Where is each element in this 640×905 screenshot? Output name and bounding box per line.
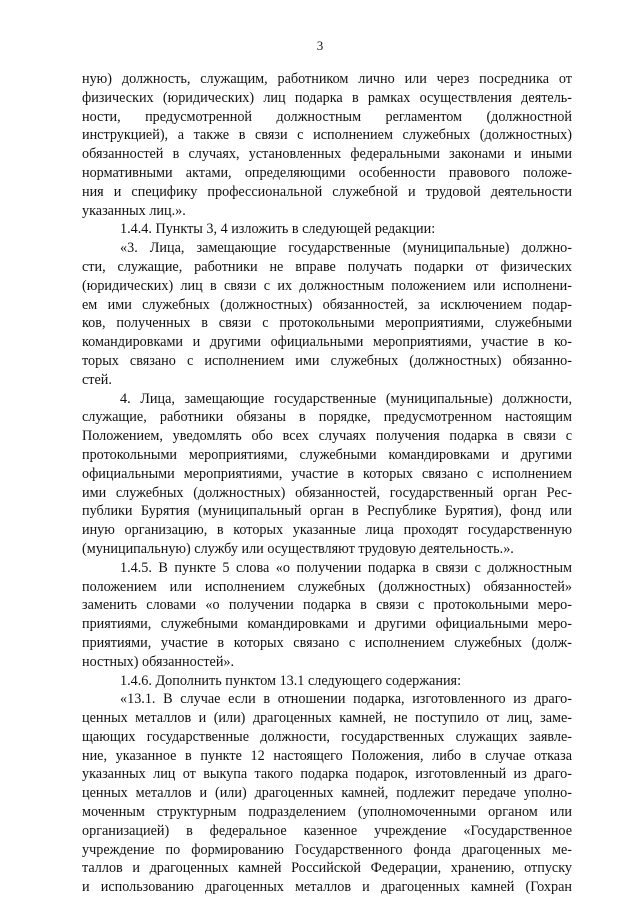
text-line: ценных металлов и (или) драгоценных камней, подлежит передаче уполно- [82, 785, 572, 802]
text-line: ние, указанное в пункте 12 настоящего Положения, либо в случае отказа [82, 747, 572, 764]
text-line: физических (юридических) лиц подарка в рамках осуществления деятель- [82, 89, 572, 106]
text-line: ем ими служебных (должностных) обязанностей, за исключением подар- [82, 296, 572, 313]
text-line: официальными мероприятиями, участие в которых связано с исполнением [82, 465, 572, 482]
text-line: ими служебных (должностных) обязанностей, государственный орган Рес- [82, 484, 572, 501]
text-line: организацией) в федеральное казенное учреждение «Государственное [82, 822, 572, 839]
text-line: протокольными мероприятиями, служебными командировками и другими [82, 446, 572, 463]
text-line: моченным структурным подразделением (уполномоченными органом или [82, 804, 572, 821]
text-line: щающих государственные должности, государственных служащих заявле- [82, 728, 572, 745]
text-line: инструкцией), а также в связи с исполнением служебных (должностных) [82, 127, 572, 144]
text-line: сти, служащие, работники не вправе получать подарки от физических [82, 258, 572, 275]
text-line: иную организацию, в которых указанные лица проходят государственную [82, 522, 572, 539]
text-line: ную) должность, служащим, работником лично или через посредника от [82, 71, 572, 87]
text-line: таллов и драгоценных камней Российской Федерации, хранению, отпуску [82, 860, 572, 877]
text-line: «3. Лица, замещающие государственные (муниципальные) должно- [120, 240, 572, 257]
text-line: стей. [82, 371, 112, 388]
text-line: 1.4.4. Пункты 3, 4 изложить в следующей редакции: [120, 221, 436, 238]
text-line: Положением, уведомлять обо всех случаях получения подарка в связи с [82, 428, 572, 445]
text-line: публики Бурятия (муниципальный орган в Республике Бурятия), фонд или [82, 503, 572, 520]
text-line: ности, предусмотренной должностным регламентом (должностной [82, 108, 572, 125]
text-line: обязанностей в случаях, установленных федеральными законами и иными [82, 146, 572, 163]
text-line: нормативными актами, определяющими особенности правового положе- [82, 164, 572, 181]
text-line: заменить словами «о получении подарка в связи с протокольными меро- [82, 597, 572, 614]
text-line: 4. Лица, замещающие государственные (муниципальные) должности, [120, 390, 572, 407]
text-line: приятиями, служебными командировками и другими официальными меро- [82, 616, 572, 633]
text-line: ценных металлов и (или) драгоценных камней, не поступило от лиц, заме- [82, 710, 572, 727]
text-line: командировками и другими официальными мероприятиями, участие в ко- [82, 334, 572, 351]
text-line: служащие, работники обязаны в порядке, предусмотренном настоящим [82, 409, 572, 426]
text-line: (муниципальную) службу или осуществляют трудовую деятельность.». [82, 540, 514, 557]
text-line: ков, полученных в связи с протокольными мероприятиями, служебными [82, 315, 572, 332]
text-line: «13.1. В случае если в отношении подарка, изготовленного из драго- [120, 691, 572, 708]
text-line: (юридических) лиц в связи с их должностным положением или исполнени- [82, 277, 572, 294]
text-line: ния и специфику профессиональной служебной и трудовой деятельности [82, 183, 572, 200]
document-body [82, 70, 572, 897]
text-line: ностных) обязанностей». [82, 653, 235, 670]
text-line: указанных лиц.». [82, 202, 186, 219]
page-number: 3 [316, 38, 324, 53]
text-line: 1.4.5. В пункте 5 слова «о получении подарка в связи с должностным [120, 559, 572, 576]
text-line: учреждение по формированию Государственного фонда драгоценных ме- [82, 841, 572, 858]
text-line: приятиями, участие в которых связано с исполнением служебных (долж- [82, 634, 572, 651]
text-line: 1.4.6. Дополнить пунктом 13.1 следующего содержания: [120, 672, 462, 689]
text-line: и использованию драгоценных металлов и драгоценных камней (Гохран [82, 879, 572, 896]
text-line: указанных лиц от выкупа такого подарка подарок, изготовленный из драго- [82, 766, 572, 783]
text-line: положением или исполнением служебных (должностных) обязанностей» [82, 578, 572, 595]
text-line: торых связано с исполнением ими служебных (должностных) обязанно- [82, 352, 572, 369]
